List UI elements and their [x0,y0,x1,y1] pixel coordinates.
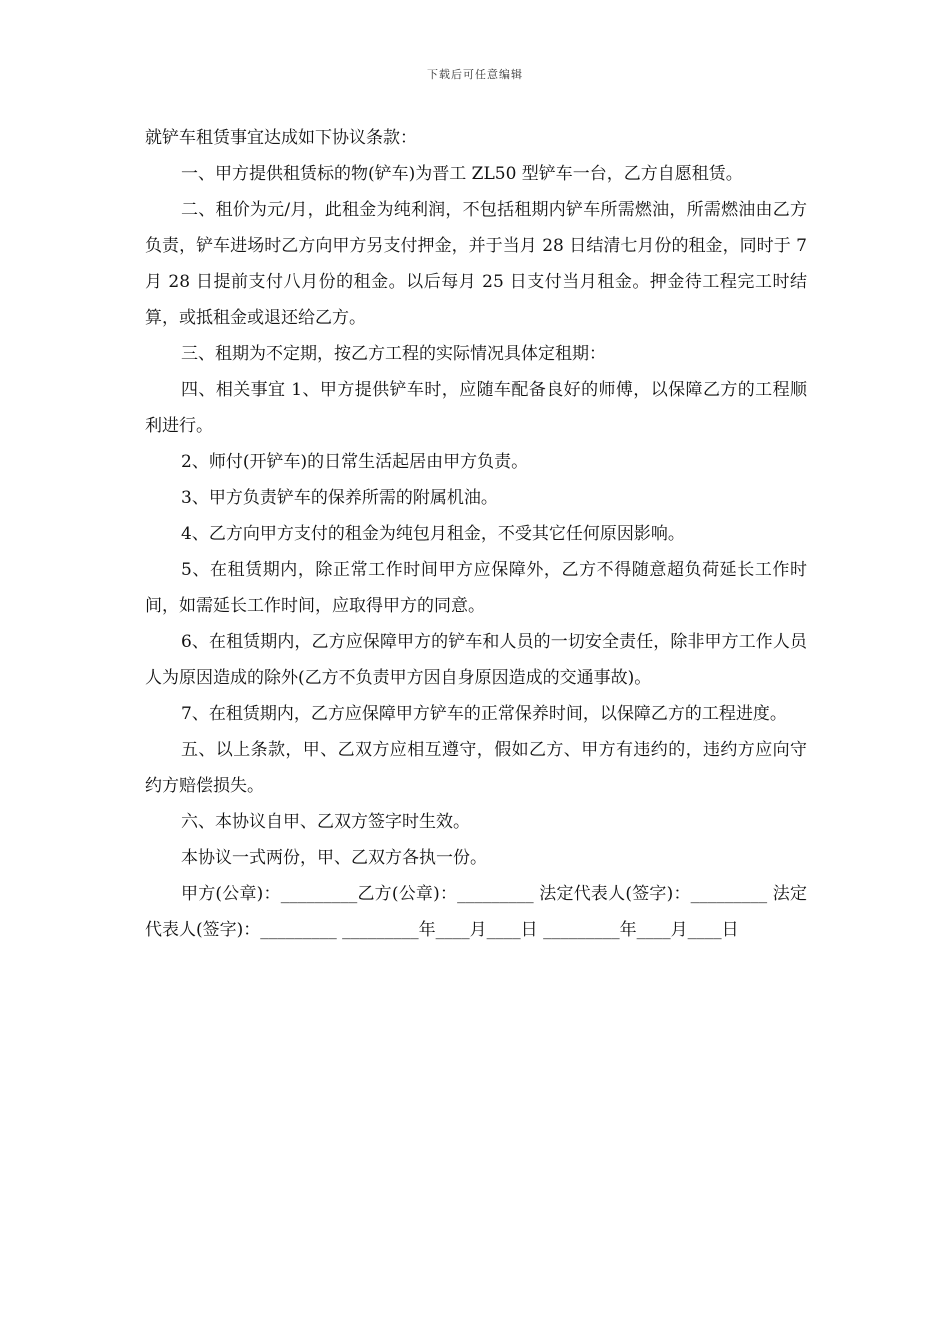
copies-note: 本协议一式两份，甲、乙双方各执一份。 [181,848,487,868]
document-body [145,120,807,948]
signature-block: 甲方(公章)：_________乙方(公章)：_________ 法定代表人(签字)：_________ 法定代表人(签字)：_________ _________年____月____日 _________年____月____日 [145,884,807,940]
clause-3-lease-period: 三、租期为不定期，按乙方工程的实际情况具体定租期： [181,344,606,364]
clause-1-lease-object: 一、甲方提供租赁标的物(铲车)为晋工 ZL50 型铲车一台，乙方自愿租赁。 [181,164,743,184]
page-header-note: 下载后可任意编辑 [427,68,523,81]
clause-5-breach: 五、以上条款，甲、乙双方应相互遵守，假如乙方、甲方有违约的，违约方应向守约方赔偿损失。 [145,740,807,796]
clause-4-item-6: 6、在租赁期内，乙方应保障甲方的铲车和人员的一切安全责任，除非甲方工作人员人为原因造成的除外(乙方不负责甲方因自身原因造成的交通事故)。 [145,632,807,688]
clause-4-item-2: 2、师付(开铲车)的日常生活起居由甲方负责。 [181,452,529,472]
clause-4-item-7: 7、在租赁期内，乙方应保障甲方铲车的正常保养时间，以保障乙方的工程进度。 [181,704,787,724]
clause-6-effective: 六、本协议自甲、乙双方签字时生效。 [181,812,470,832]
clause-4-related-matters: 四、相关事宜 1、甲方提供铲车时，应随车配备良好的师傅，以保障乙方的工程顺利进行。 [145,380,807,436]
clause-4-item-5: 5、在租赁期内，除正常工作时间甲方应保障外，乙方不得随意超负荷延长工作时间，如需延长工作时间，应取得甲方的同意。 [145,560,807,616]
agreement-intro: 就铲车租赁事宜达成如下协议条款： [145,128,417,148]
clause-2-rent-terms: 二、租价为元/月，此租金为纯利润，不包括租期内铲车所需燃油，所需燃油由乙方负责，铲车进场时乙方向甲方另支付押金，并于当月 28 日结清七月份的租金，同时于 7 月 28 日提前支付八月份的租金。以后每月 25 日支付当月租金。押金待工程完工时结算，或抵租金或退还给乙方。 [145,200,807,328]
clause-4-item-4: 4、乙方向甲方支付的租金为纯包月租金，不受其它任何原因影响。 [181,524,685,544]
clause-4-item-3: 3、甲方负责铲车的保养所需的附属机油。 [181,488,498,508]
